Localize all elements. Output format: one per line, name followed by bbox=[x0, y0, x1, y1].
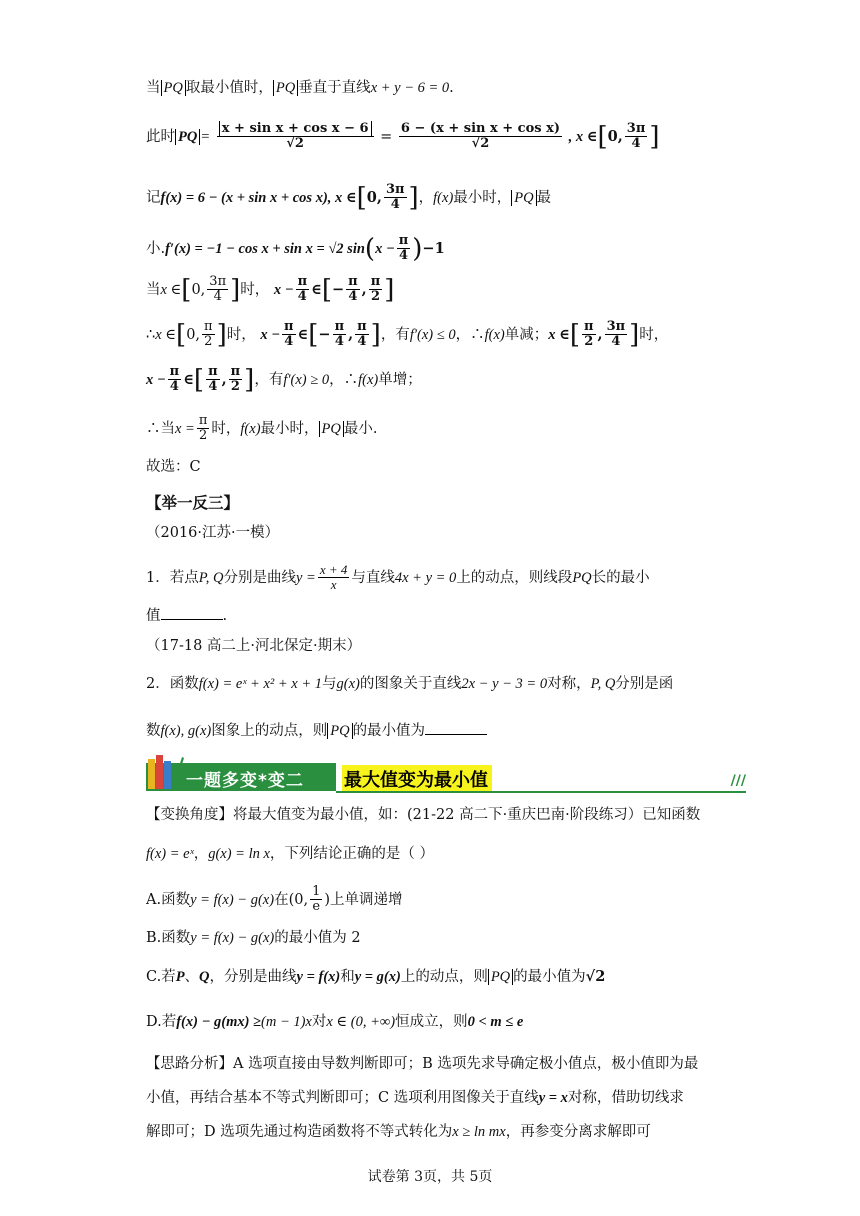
page-footer: 试卷第 3页，共 5页 bbox=[367, 1169, 493, 1185]
question-2-line-1: 2．函数f(x) = eˣ + x² + x + 1与g(x)的图象关于直线2x − y − 3 = 0对称，P, Q分别是函 bbox=[146, 676, 674, 692]
solution-line-7: x − $\frac{\pi}{4}$ ∈[ $\frac{\pi}{4}$ , $\frac{\pi}{2}$ ]，有f′(x) ≥ 0，∴f(x)单增； bbox=[146, 364, 422, 395]
option-d: D.若f(x) − g(mx) ≥(m − 1)x对x ∈ (0, +∞)恒成立，则0 < m ≤ e bbox=[146, 1014, 524, 1030]
option-c: C.若P、Q，分别是曲线y = f(x)和y = g(x)上的动点，则 PQ 的最小值为√2 bbox=[146, 968, 606, 985]
banner-green-bar: 一题多变*变二 bbox=[146, 763, 336, 791]
analysis-line-2: 小值，再结合基本不等式判断即可；C 选项利用图像关于直线y = x对称，借助切线求 bbox=[146, 1090, 684, 1106]
solution-line-1: 当 PQ 取最小值时， PQ 垂直于直线x + y − 6 = 0. bbox=[146, 80, 454, 96]
solution-line-2: 此时 PQ = $\frac{\text{x + sin x + cos x − 6}}{√2}$ = $\frac{\text{6 − (x + sin x + cos x)}}{√2}$ , x ∈[0, $\frac{3\pi}{4}$ ] bbox=[146, 121, 660, 152]
banner-slashes: /// bbox=[730, 773, 746, 789]
solution-line-8: ∴当x = $\frac{\pi}{2}$ 时，f(x)最小时， PQ 最小. bbox=[146, 413, 378, 444]
solution-line-4: 小.f′(x) = −1 − cos x + sin x = √2 sin(x − $\frac{\pi}{4}$ )−1 bbox=[146, 233, 445, 264]
solution-line-6: ∴x ∈[0, $\frac{\pi}{2}$ ]时， x − $\frac{\pi}{4}$ ∈[− $\frac{\pi}{4}$ , $\frac{\pi}{4}$ ]，有f′(x) ≤ 0，∴f(x)单减；x ∈[ $\frac{\pi}{2}$ , $\frac{3\pi}{4}$ ]时， bbox=[146, 319, 669, 350]
answer-blank bbox=[161, 605, 223, 620]
section-title-jyfs: 【举一反三】 bbox=[146, 493, 240, 512]
banner-underline bbox=[336, 791, 746, 793]
question-2-line-2: 数f(x), g(x)图象上的动点，则 PQ 的最小值为 bbox=[146, 720, 487, 740]
solution-line-5: 当x ∈[0, $\frac{3\pi}{4}$ ]时， x − $\frac{\pi}{4}$ ∈[− $\frac{\pi}{4}$ , $\frac{\pi}{2}$ ] bbox=[146, 274, 395, 305]
option-b: B.函数y = f(x) − g(x)的最小值为 2 bbox=[146, 930, 361, 946]
variant-intro-line-1: 【变换角度】将最大值变为最小值，如：(21-22 高二下·重庆巴南·阶段练习）已知函数 bbox=[146, 807, 701, 823]
answer-blank bbox=[425, 720, 487, 735]
solution-line-3: 记f(x) = 6 − (x + sin x + cos x), x ∈[0, $\frac{3\pi}{4}$ ]，f(x)最小时， PQ 最 bbox=[146, 182, 552, 213]
option-a: A.函数y = f(x) − g(x)在(0, $\frac{1}{e}$ )上单调递增 bbox=[146, 884, 403, 915]
answer-line: 故选：C bbox=[146, 459, 201, 475]
question-1-line-2: 值 . bbox=[146, 605, 227, 625]
analysis-line-3: 解即可；D 选项先通过构造函数将不等式转化为x ≥ ln mx，再参变分离求解即可 bbox=[146, 1124, 651, 1140]
banner-highlight: 最大值变为最小值 bbox=[342, 765, 492, 791]
question-1-line-1: 1．若点P, Q分别是曲线y = $\frac{x + 4}{x}$ 与直线4x + y = 0上的动点，则线段PQ长的最小 bbox=[146, 562, 650, 593]
books-ruler-icon bbox=[146, 749, 184, 791]
analysis-line-1: 【思路分析】A 选项直接由导数判断即可；B 选项先求导确定极小值点，极小值即为最 bbox=[146, 1056, 699, 1072]
source-note-2: （17-18 高二上·河北保定·期末） bbox=[146, 638, 362, 654]
variant-intro-line-2: f(x) = eˣ，g(x) = ln x，下列结论正确的是（ ） bbox=[146, 846, 435, 862]
source-note-1: （2016·江苏·一模） bbox=[146, 525, 280, 541]
variant-banner bbox=[146, 741, 746, 795]
